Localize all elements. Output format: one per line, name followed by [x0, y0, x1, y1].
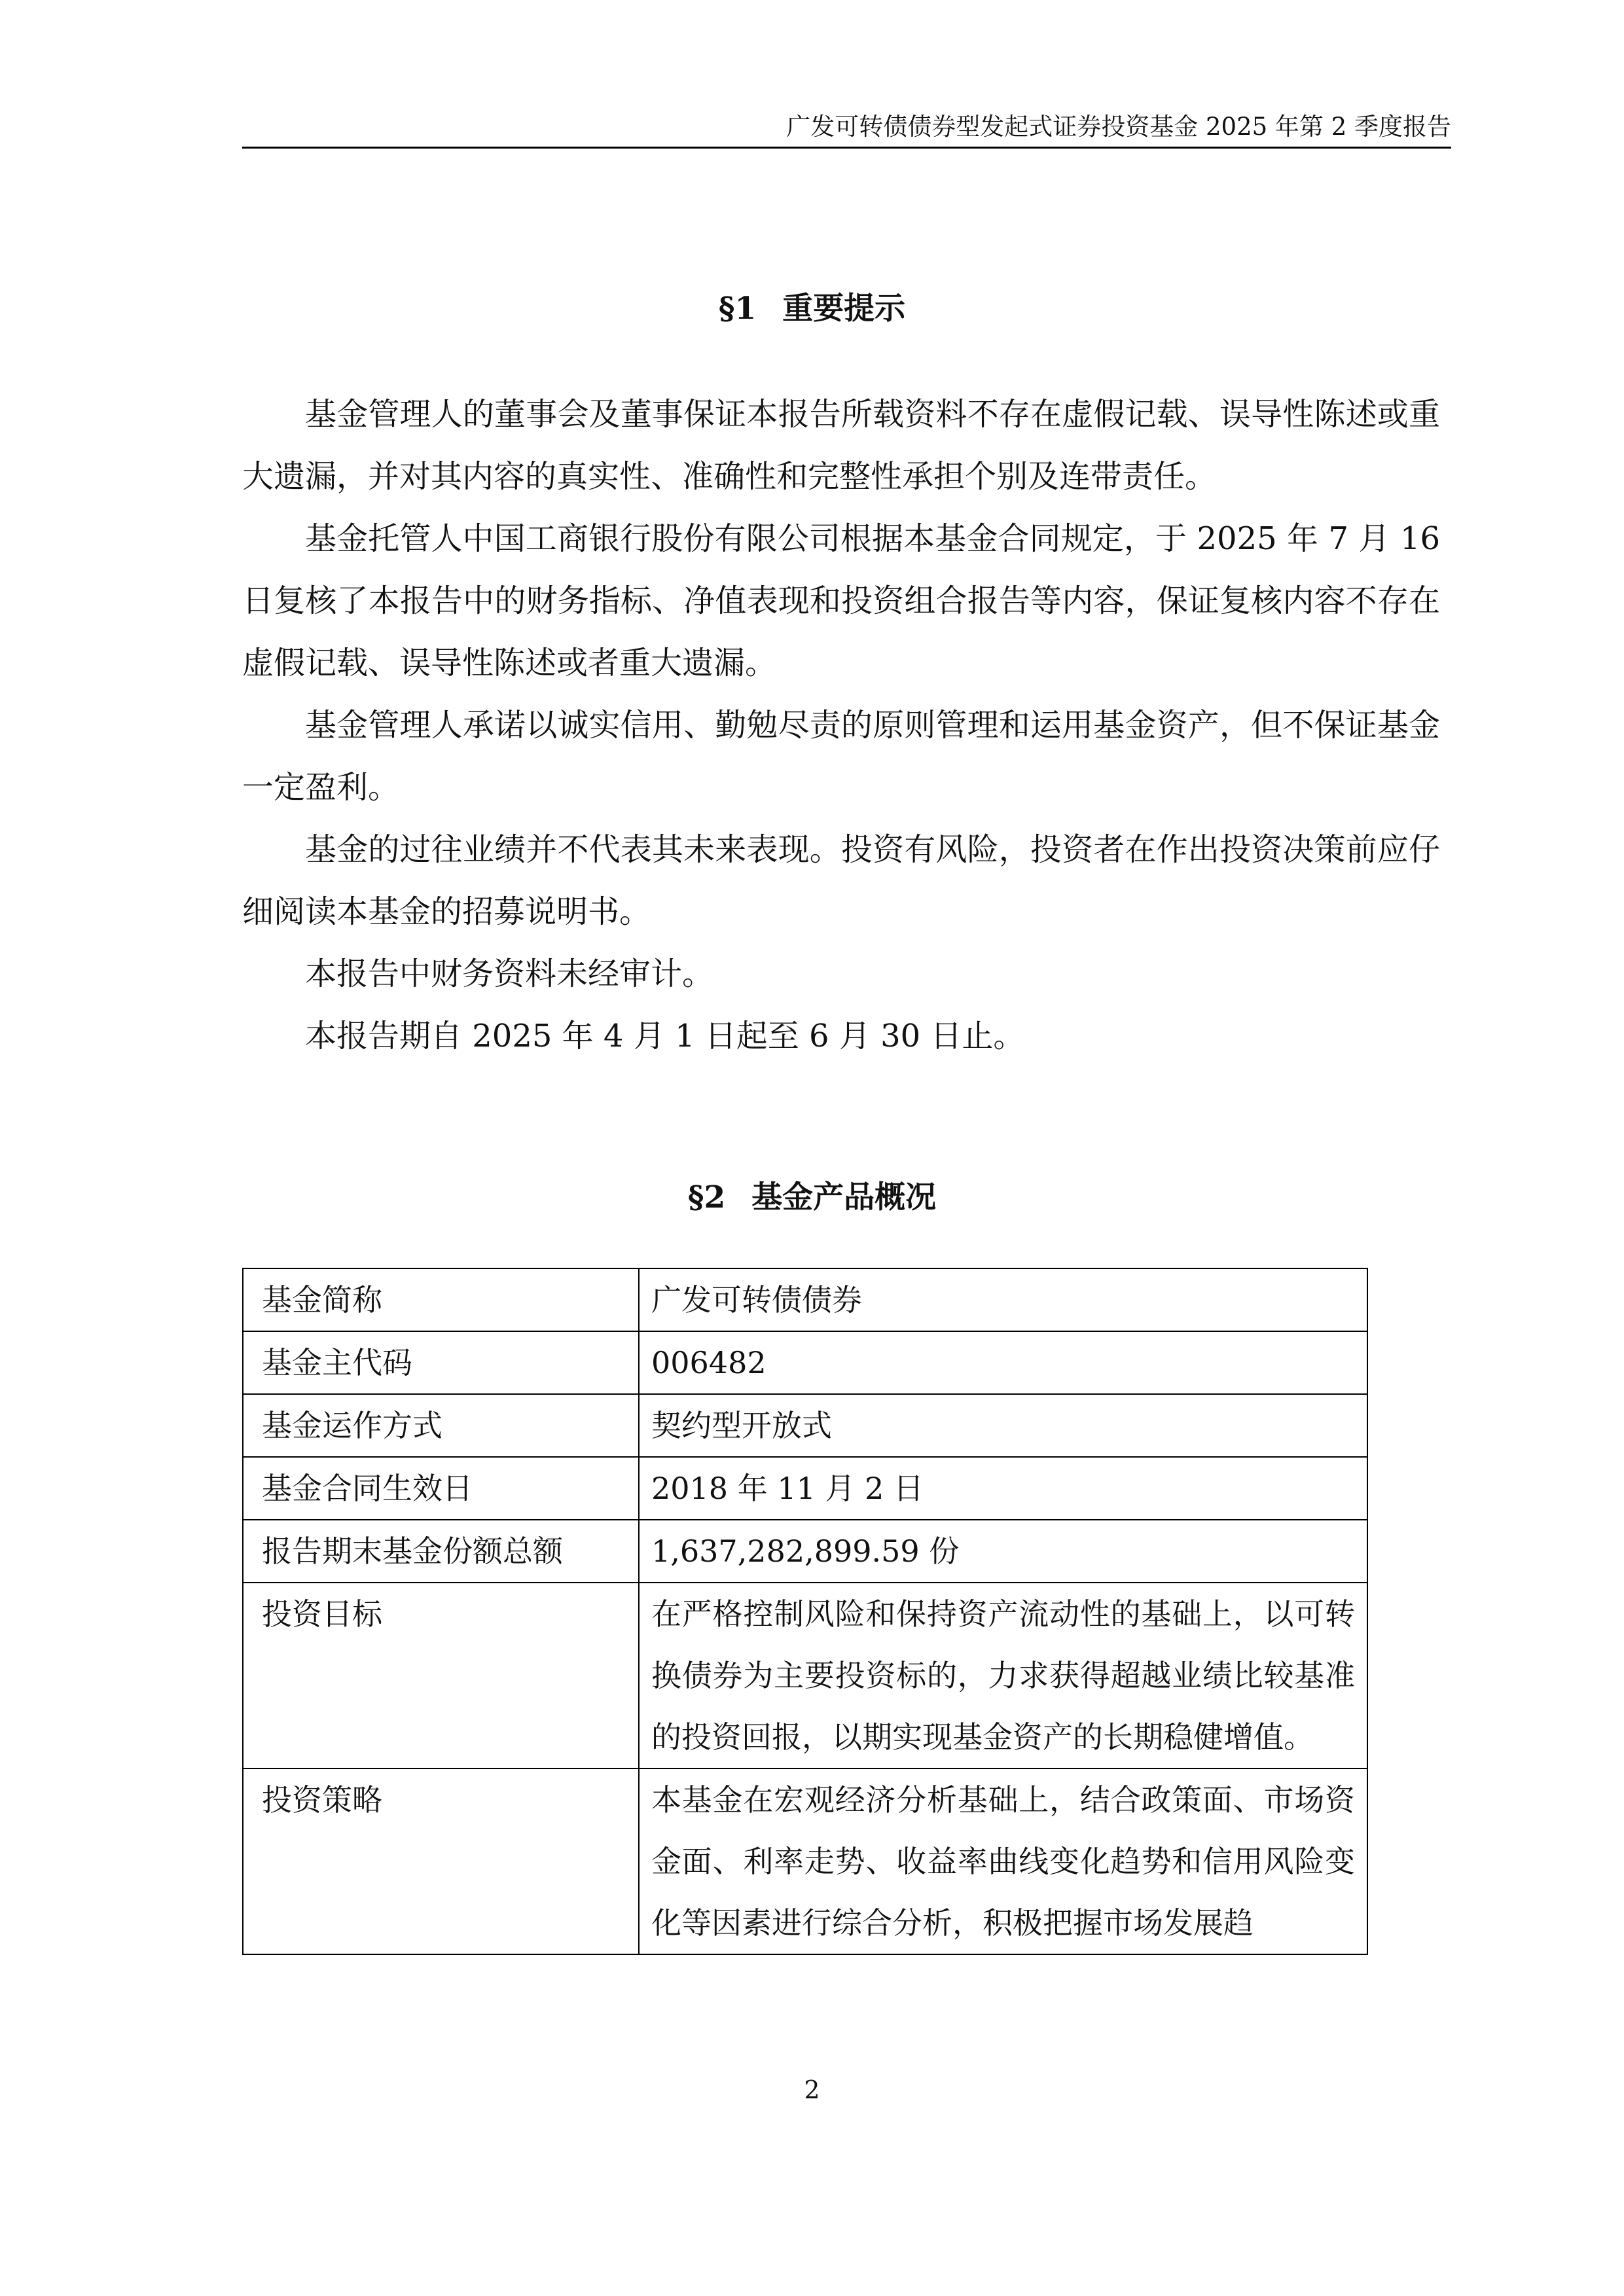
table-row [243, 1268, 1367, 1331]
section-1-title: 重要提示 [782, 291, 906, 327]
paragraph-1: 基金管理人的董事会及董事保证本报告所载资料不存在虚假记载、误导性陈述或重大遗漏，并对其内容的真实性、准确性和完整性承担个别及连带责任。 [242, 396, 1440, 495]
header-rule [242, 147, 1451, 149]
paragraph-4: 基金的过往业绩并不代表其未来表现。投资有风险，投资者在作出投资决策前应仔细阅读本基金的招募说明书。 [242, 831, 1440, 930]
row-label: 报告期末基金份额总额 [243, 1520, 639, 1583]
row-value: 006482 [639, 1331, 1367, 1394]
row-label: 投资目标 [243, 1583, 639, 1768]
row-label: 投资策略 [243, 1768, 639, 1954]
running-header: 广发可转债债券型发起式证券投资基金 2025 年第 2 季度报告 [786, 113, 1451, 141]
row-value: 契约型开放式 [639, 1394, 1367, 1457]
row-value: 在严格控制风险和保持资产流动性的基础上，以可转换债券为主要投资标的，力求获得超越业绩比较基准的投资回报，以期实现基金资产的长期稳健增值。 [639, 1583, 1367, 1768]
fund-overview-table [242, 1268, 1368, 1955]
row-value: 2018 年 11 月 2 日 [639, 1457, 1367, 1520]
section-2-number: §2 [687, 1179, 726, 1215]
row-label: 基金简称 [243, 1268, 639, 1331]
section-1-heading [0, 289, 1624, 329]
page-number: 2 [804, 2075, 820, 2104]
section-2-heading [0, 1178, 1624, 1217]
paragraph-2: 基金托管人中国工商银行股份有限公司根据本基金合同规定，于 2025 年 7 月 16 日复核了本报告中的财务指标、净值表现和投资组合报告等内容，保证复核内容不存在虚假记载、误导性陈述或者重大遗漏。 [242, 520, 1440, 681]
row-value: 广发可转债债券 [639, 1268, 1367, 1331]
section-2-title: 基金产品概况 [751, 1179, 937, 1215]
table-row [243, 1457, 1367, 1520]
row-label: 基金合同生效日 [243, 1457, 639, 1520]
section-1-number: §1 [718, 291, 757, 327]
row-label: 基金运作方式 [243, 1394, 639, 1457]
paragraph-3: 基金管理人承诺以诚实信用、勤勉尽责的原则管理和运用基金资产，但不保证基金一定盈利。 [242, 707, 1440, 806]
table-row [243, 1520, 1367, 1583]
section-1-body [242, 384, 1440, 1067]
paragraph-6: 本报告期自 2025 年 4 月 1 日起至 6 月 30 日止。 [305, 1018, 1025, 1054]
table-row [243, 1768, 1367, 1954]
row-value: 本基金在宏观经济分析基础上，结合政策面、市场资金面、利率走势、收益率曲线变化趋势和信用风险变化等因素进行综合分析，积极把握市场发展趋 [639, 1768, 1367, 1954]
row-value: 1,637,282,899.59 份 [639, 1520, 1367, 1583]
table-row [243, 1583, 1367, 1768]
row-label: 基金主代码 [243, 1331, 639, 1394]
table-row [243, 1394, 1367, 1457]
paragraph-5: 本报告中财务资料未经审计。 [305, 956, 714, 992]
table-row [243, 1331, 1367, 1394]
